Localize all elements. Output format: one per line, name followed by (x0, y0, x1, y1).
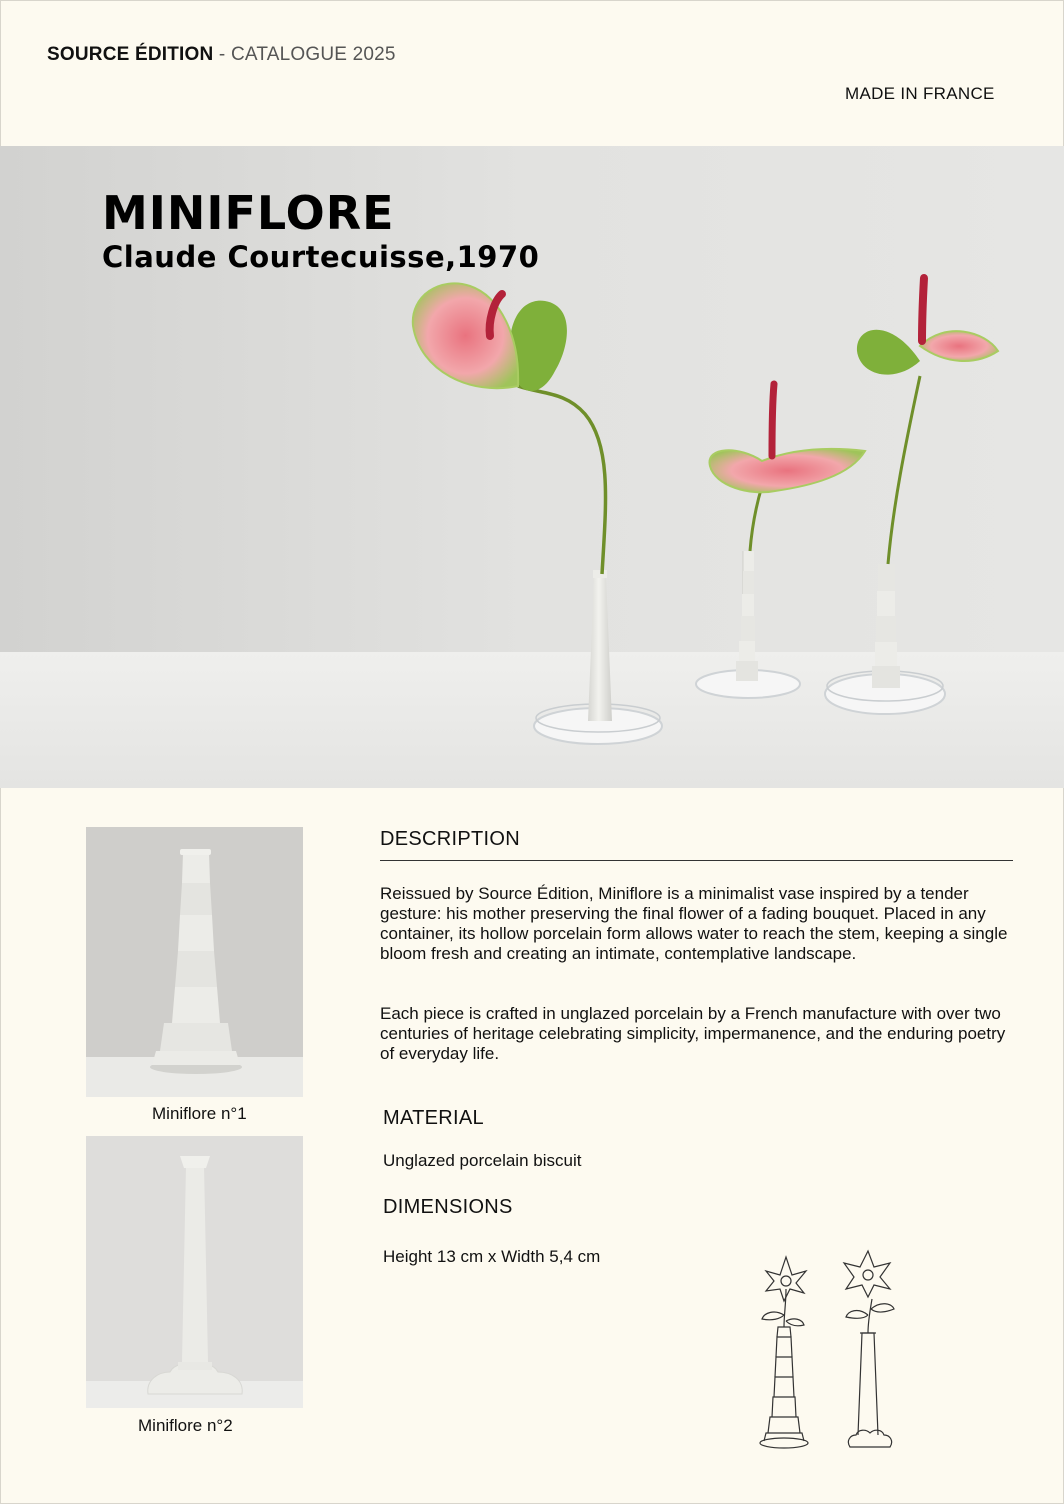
catalogue-label: CATALOGUE 2025 (230, 44, 396, 65)
product-title: MINIFLORE (102, 186, 395, 240)
header-separator: - (213, 44, 231, 65)
made-in-france-label: MADE IN FRANCE (845, 84, 995, 103)
material-heading: MATERIAL (383, 1107, 484, 1129)
caption-miniflore-1: Miniflore n°1 (152, 1104, 247, 1123)
description-paragraph-2: Each piece is crafted in unglazed porcelain by a French manufacture with over two centuries of heritage celebrating simplicity, impermanence, and the enduring poetry of everyday life. (380, 1004, 1006, 1063)
dimensions-heading: DIMENSIONS (383, 1196, 513, 1218)
product-photo-miniflore-2 (86, 1136, 303, 1408)
product-photo-miniflore-1 (86, 827, 303, 1097)
designer-and-year: Claude Courtecuisse,1970 (102, 240, 540, 274)
description-divider (380, 860, 1013, 861)
caption-miniflore-2: Miniflore n°2 (138, 1416, 233, 1435)
description-paragraph-1: Reissued by Source Édition, Miniflore is a minimalist vase inspired by a tender gesture: his mother preserving the final flower of a fading bouquet. Placed in any container, its hollow porcelain form allows water to reach the stem, keeping a single bloom fresh and creating an intimate, contemplative landscape. (380, 884, 1008, 963)
vase-line-sketch (750, 1245, 910, 1455)
catalogue-header (47, 44, 396, 66)
description-heading: DESCRIPTION (380, 828, 520, 850)
material-value: Unglazed porcelain biscuit (383, 1151, 582, 1170)
dimensions-value: Height 13 cm x Width 5,4 cm (383, 1247, 601, 1266)
brand-name: SOURCE ÉDITION (47, 44, 214, 65)
